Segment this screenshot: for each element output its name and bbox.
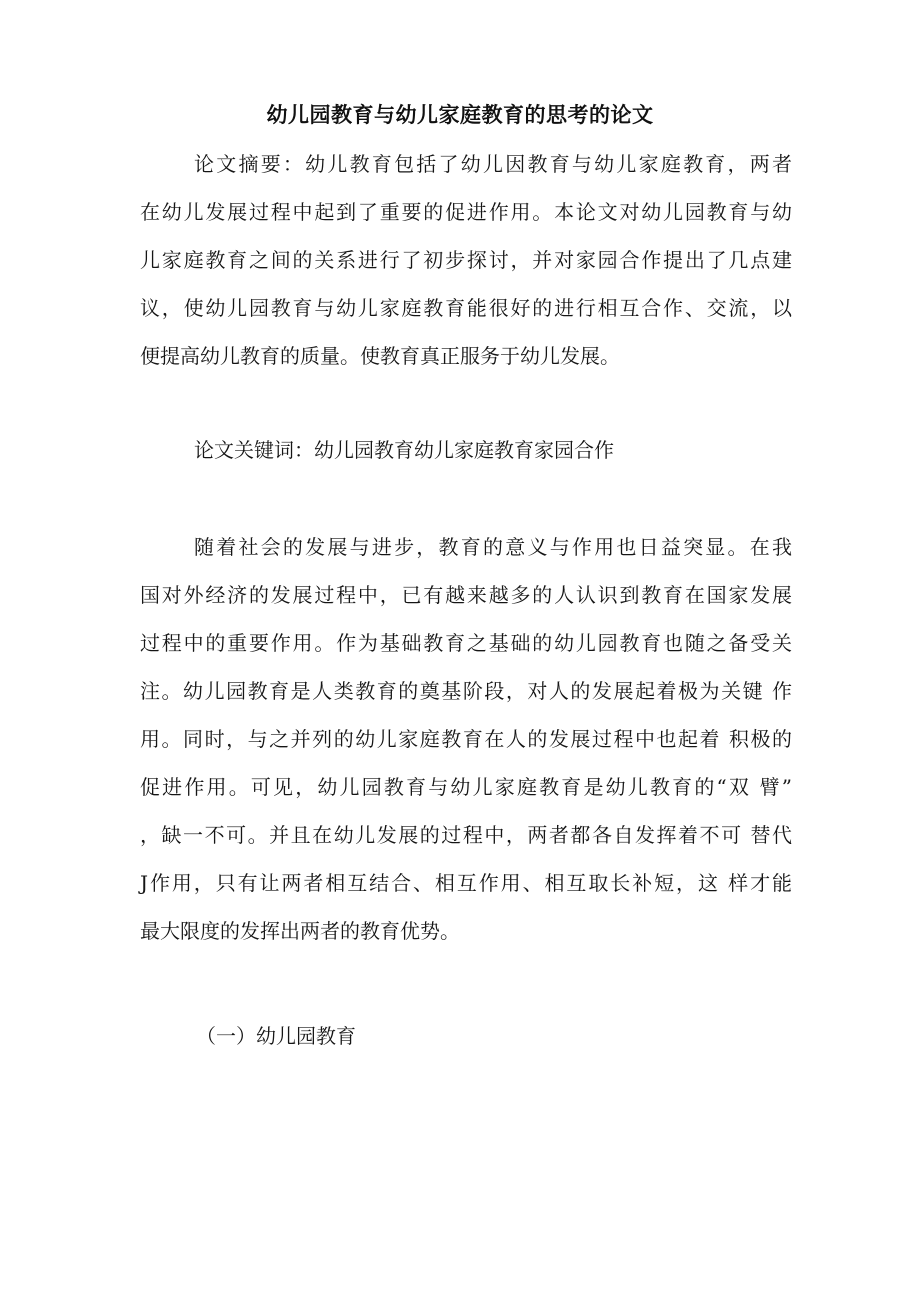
intro-line: 国对外经济的发展过程中，已有越来越多的人认识到教育在国家发展 [140,583,792,607]
abstract-line: 便提高幼儿教育的质量。使教育真正服务于幼儿发展。 [140,344,620,368]
intro-line: 随着社会的发展与进步，教育的意义与作用也日益突显。在我 [194,535,792,559]
keywords-line: 论文关键词：幼儿园教育幼儿家庭教育家园合作 [194,438,614,462]
abstract-line: 议，使幼儿园教育与幼儿家庭教育能很好的进行相互合作、交流，以 [140,296,792,320]
section-heading: （一）幼儿园教育 [196,1024,356,1048]
intro-line: ，缺一不可。并且在幼儿发展的过程中，两者都各自发挥着不可 替代 [140,823,792,847]
intro-line: 用。同时，与之并列的幼儿家庭教育在人的发展过程中也起着 积极的 [140,727,792,751]
intro-line: 过程中的重要作用。作为基础教育之基础的幼儿园教育也随之备受关 [140,631,792,655]
intro-line: 促进作用。可见，幼儿园教育与幼儿家庭教育是幼儿教育的“双 臂” [140,775,792,799]
abstract-line: 在幼儿发展过程中起到了重要的促进作用。本论文对幼儿园教育与幼 [140,200,792,224]
intro-line: 注。幼儿园教育是人类教育的奠基阶段，对人的发展起着极为关键 作 [140,679,792,703]
intro-line: J作用，只有让两者相互结合、相互作用、相互取长补短，这 样才能 [140,871,792,895]
document-title: 幼儿园教育与幼儿家庭教育的思考的论文 [266,103,654,127]
abstract-line: 论文摘要：幼儿教育包括了幼儿因教育与幼儿家庭教育，两者 [194,152,792,176]
abstract-line: 儿家庭教育之间的关系进行了初步探讨，并对家园合作提出了几点建 [140,248,792,272]
intro-line: 最大限度的发挥出两者的教育优势。 [140,919,460,943]
